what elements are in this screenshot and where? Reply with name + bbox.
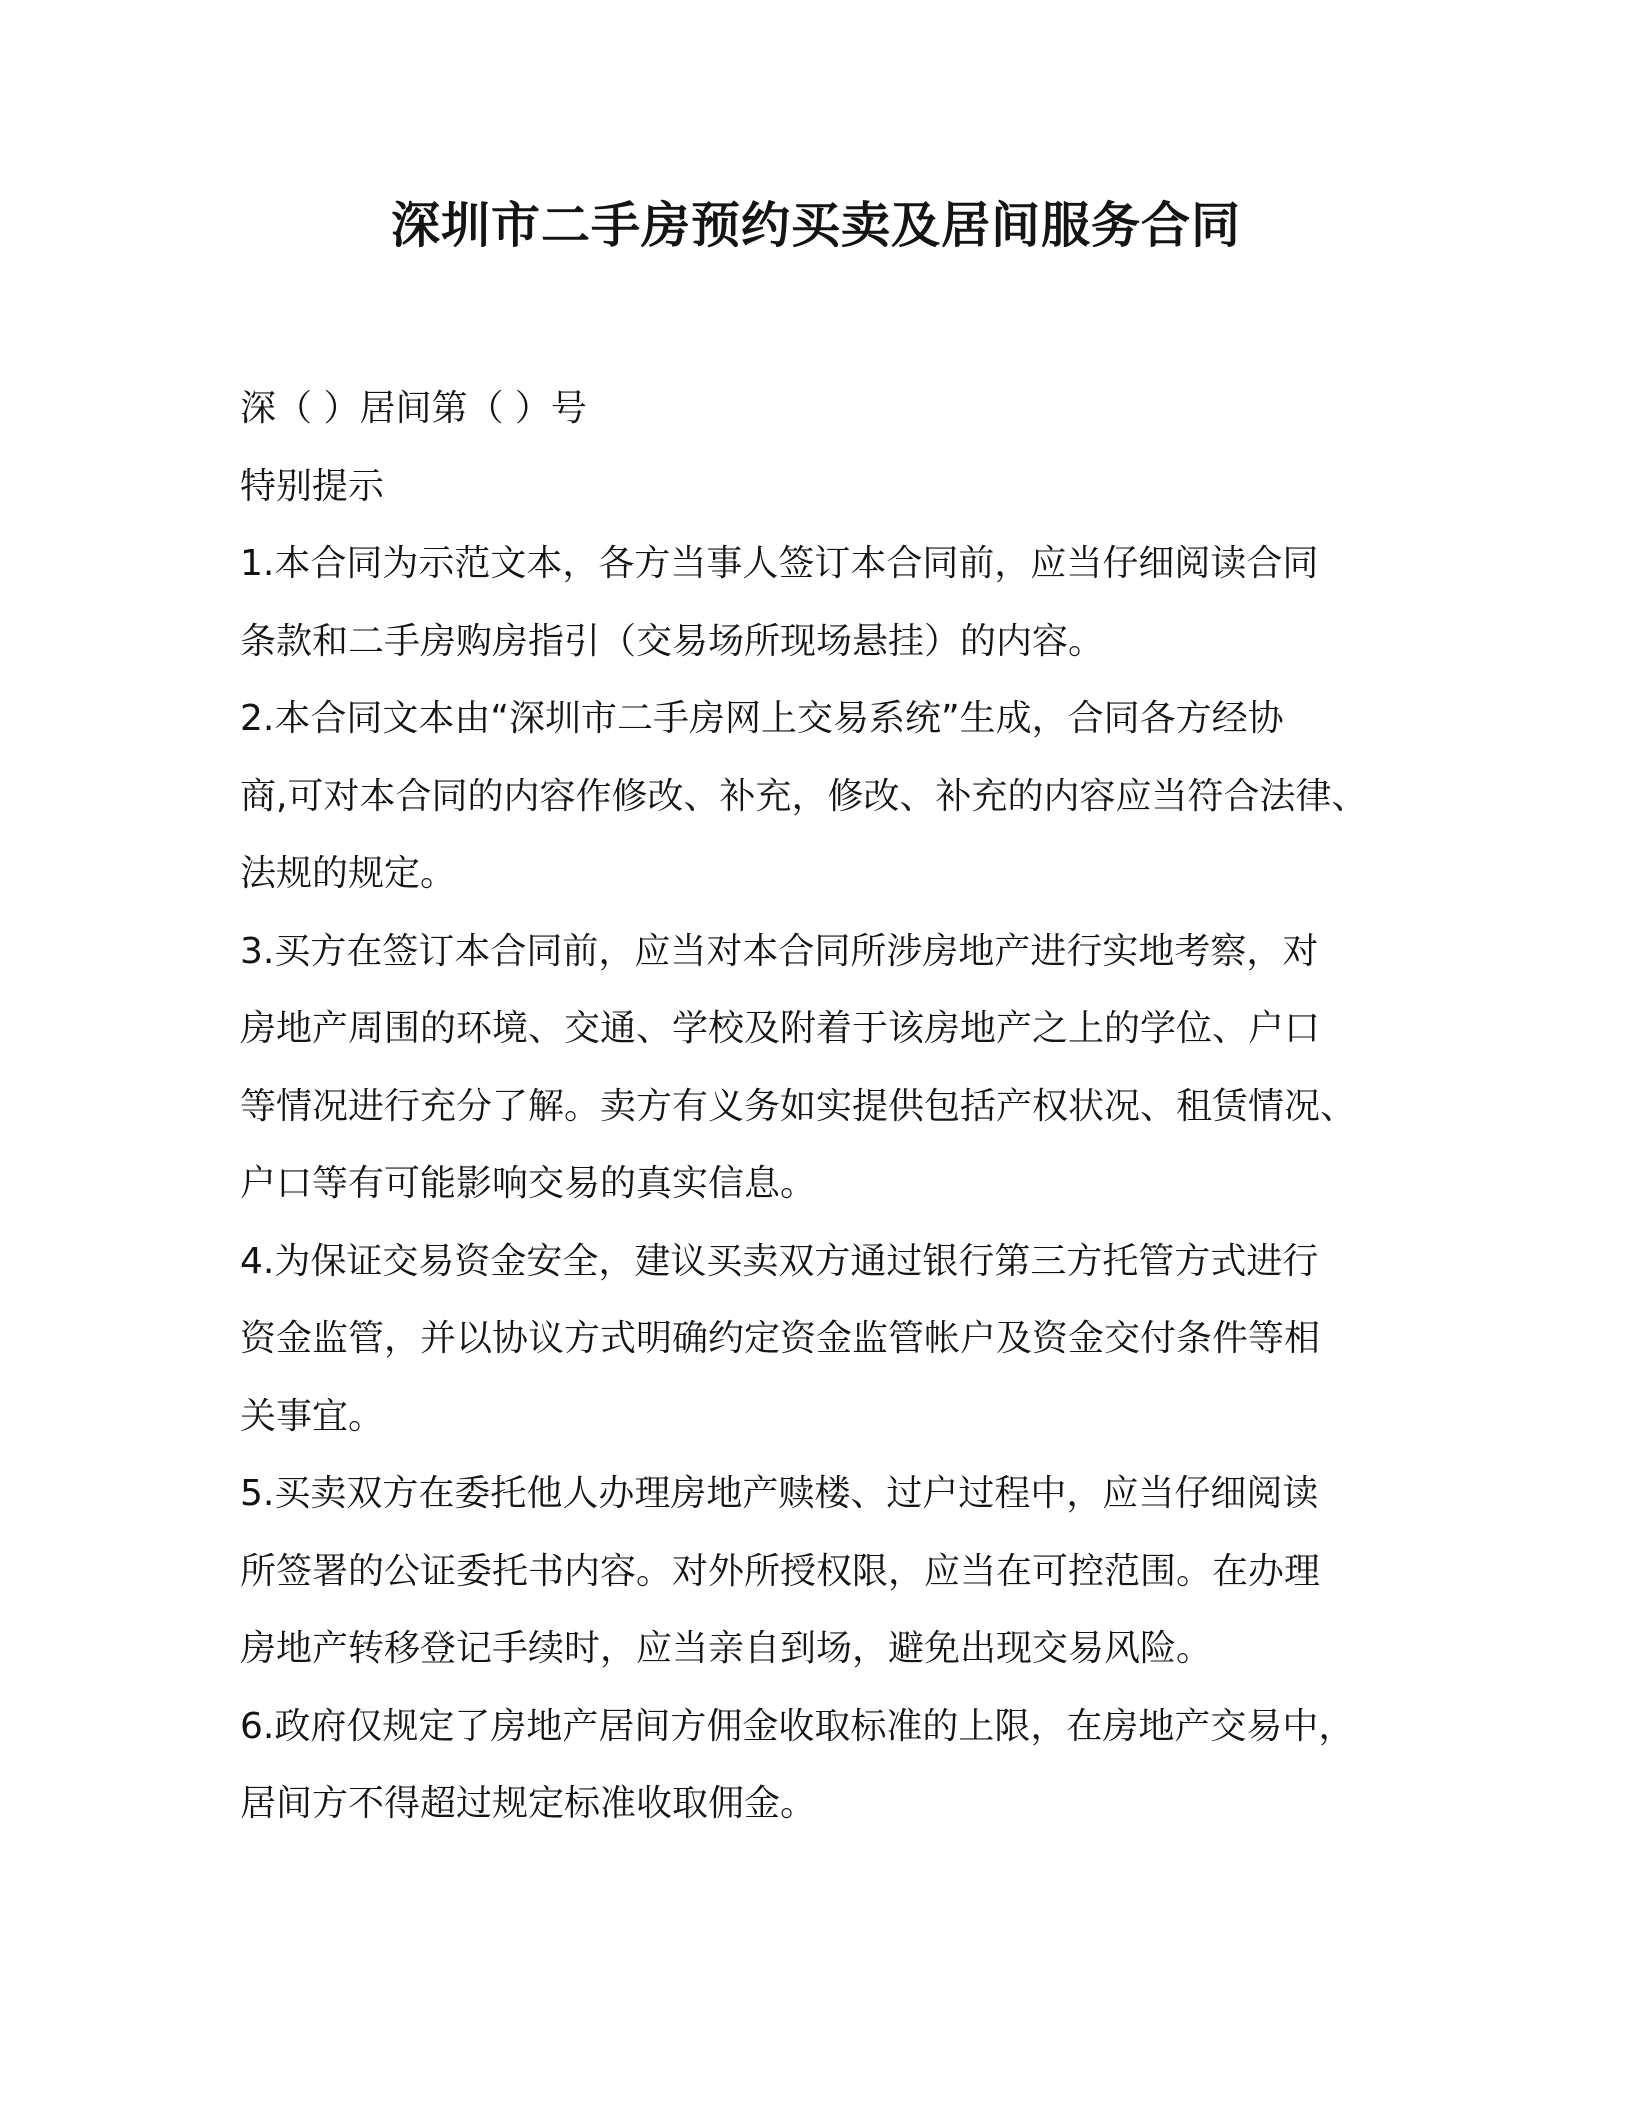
notice-item-4: 4.为保证交易资金安全，建议买卖双方通过银行第三方托管方式进行 资金监管，并以协议方式明确约定资金监管帐户及资金交付条件等相 关事宜。 [240,1240,1321,1437]
document-title: 深圳市二手房预约买卖及居间服务合同 [390,197,1241,254]
document-body [240,370,1390,1843]
notice-item-5: 5.买卖双方在委托他人办理房地产赎楼、过户过程中，应当仔细阅读 所签署的公证委托书内容。对外所授权限，应当在可控范围。在办理 房地产转移登记手续时，应当亲自到场，避免出现交易风险。 [240,1473,1321,1669]
contract-number: 深（ ）居间第（ ）号 [240,388,587,429]
notice-item-3: 3.买方在签订本合同前，应当对本合同所涉房地产进行实地考察，对 房地产周围的环境、交通、学校及附着于该房地产之上的学位、户口 等情况进行充分了解。卖方有义务如实提供包括产权状况、租赁情况、 户口等有可能影响交易的真实信息。 [240,930,1357,1204]
notice-item-1: 1.本合同为示范文本，各方当事人签订本合同前，应当仔细阅读合同 条款和二手房购房指引（交易场所现场悬挂）的内容。 [240,543,1319,662]
notice-heading: 特别提示 [240,465,385,507]
notice-item-6: 6.政府仅规定了房地产居间方佣金收取标准的上限，在房地产交易中， 居间方不得超过规定标准收取佣金。 [240,1705,1355,1824]
notice-item-2: 2.本合同文本由“深圳市二手房网上交易系统”生成，合同各方经协 商,可对本合同的内容作修改、补充，修改、补充的内容应当符合法律、 法规的规定。 [240,698,1368,894]
